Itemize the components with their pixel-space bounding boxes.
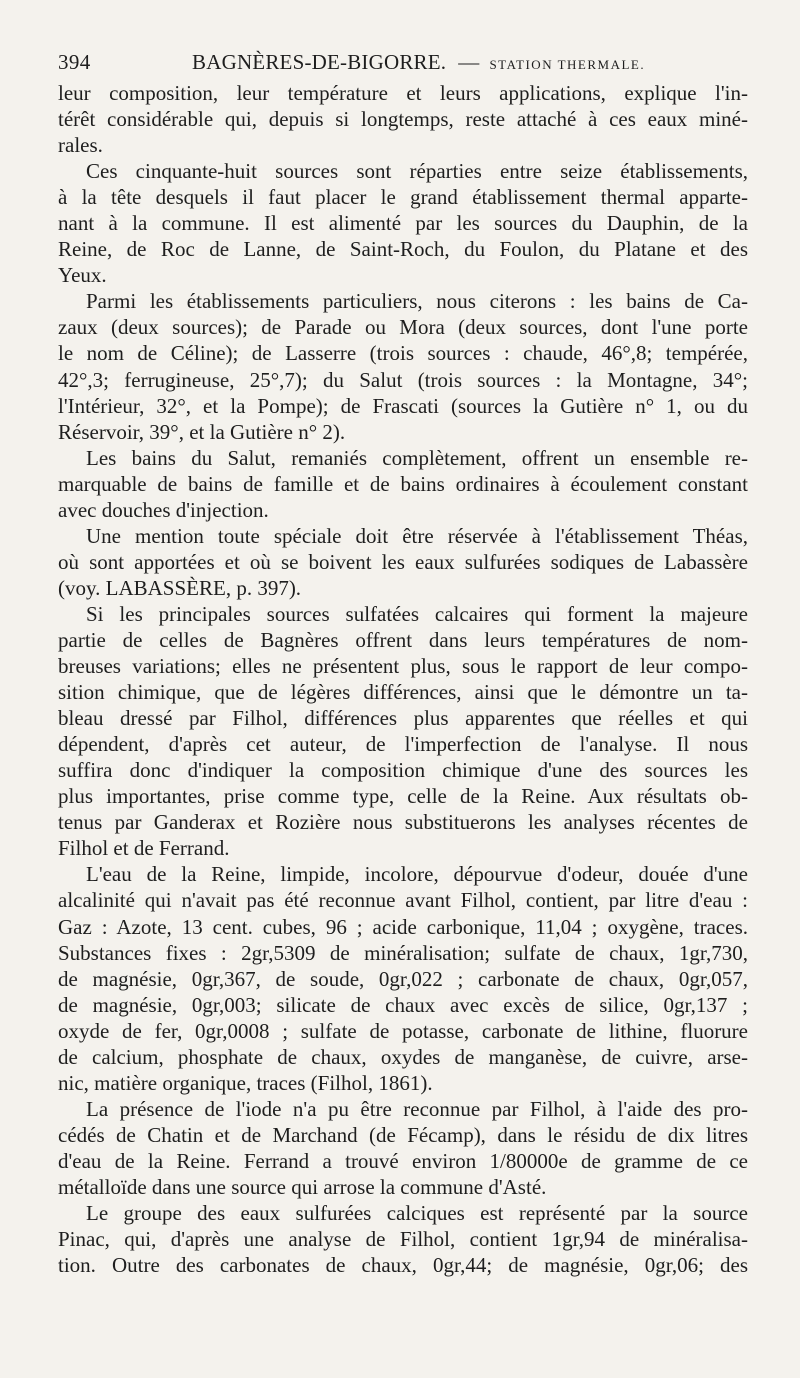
running-head-separator: — <box>458 50 480 74</box>
text-line: sition chimique, que de légères différences, ainsi que le démontre un ta- <box>58 680 748 705</box>
text-line: Yeux. <box>58 263 107 288</box>
text-line: de magnésie, 0gr,003; silicate de chaux avec excès de silice, 0gr,137 ; <box>58 992 748 1017</box>
text-line: avec douches d'injection. <box>58 497 269 522</box>
text-line: L'eau de la Reine, limpide, incolore, dépourvue d'odeur, douée d'une <box>86 862 748 887</box>
body-text <box>58 80 748 1278</box>
text-line: Parmi les établissements particuliers, nous citerons : les bains de Ca- <box>86 289 748 314</box>
text-line: térêt considérable qui, depuis si longtemps, reste attaché à ces eaux miné- <box>58 107 748 132</box>
running-head-subtitle: STATION THERMALE. <box>489 57 646 72</box>
text-line: Pinac, qui, d'après une analyse de Filhol, contient 1gr,94 de minéralisa- <box>58 1227 748 1252</box>
running-head <box>58 46 748 78</box>
text-line: plus importantes, prise comme type, celle de la Reine. Aux résultats ob- <box>58 784 748 809</box>
text-line: Gaz : Azote, 13 cent. cubes, 96 ; acide carbonique, 11,04 ; oxygène, traces. <box>58 914 748 939</box>
text-line: La présence de l'iode n'a pu être reconnue par Filhol, à l'aide des pro- <box>86 1096 748 1121</box>
text-line: Filhol et de Ferrand. <box>58 836 230 861</box>
text-line: (voy. LABASSÈRE, p. 397). <box>58 575 302 600</box>
text-line: rales. <box>58 133 103 158</box>
text-line: marquable de bains de famille et de bains ordinaires à écoulement constant <box>58 471 748 496</box>
text-line: leur composition, leur température et leurs applications, explique l'in- <box>58 81 748 105</box>
text-line: zaux (deux sources); de Parade ou Mora (deux sources, dont l'une porte <box>58 315 748 340</box>
text-line: à la tête desquels il faut placer le grand établissement thermal apparte- <box>58 185 748 210</box>
text-line: oxyde de fer, 0gr,0008 ; sulfate de potasse, carbonate de lithine, fluorure <box>58 1018 748 1043</box>
text-line: métalloïde dans une source qui arrose la commune d'Asté. <box>58 1174 547 1199</box>
text-line: tenus par Ganderax et Rozière nous substituerons les analyses récentes de <box>58 810 748 835</box>
page-number: 394 <box>58 50 91 74</box>
text-line: 42°,3; ferrugineuse, 25°,7); du Salut (trois sources : la Montagne, 34°; <box>58 367 748 392</box>
text-line: de calcium, phosphate de chaux, oxydes de manganèse, de cuivre, arse- <box>58 1044 748 1069</box>
text-line: nic, matière organique, traces (Filhol, 1861). <box>58 1070 433 1095</box>
text-line: Une mention toute spéciale doit être réservée à l'établissement Théas, <box>86 523 748 548</box>
text-line: cédés de Chatin et de Marchand (de Fécamp), dans le résidu de dix litres <box>58 1122 748 1147</box>
text-line: nant à la commune. Il est alimenté par les sources du Dauphin, de la <box>58 211 748 236</box>
text-line: l'Intérieur, 32°, et la Pompe); de Frascati (sources la Gutière n° 1, ou du <box>58 393 748 418</box>
text-line: Si les principales sources sulfatées calcaires qui forment la majeure <box>86 601 748 626</box>
text-line: dépendent, d'après cet auteur, de l'imperfection de l'analyse. Il nous <box>58 732 748 757</box>
text-line: Ces cinquante-huit sources sont réparties entre seize établissements, <box>86 159 748 184</box>
text-line: Reine, de Roc de Lanne, de Saint-Roch, du Foulon, du Platane et des <box>58 237 748 262</box>
text-line: Réservoir, 39°, et la Gutière n° 2). <box>58 419 346 444</box>
running-head-title: BAGNÈRES-DE-BIGORRE. <box>192 50 447 74</box>
text-line: alcalinité qui n'avait pas été reconnue avant Filhol, contient, par litre d'eau : <box>58 888 748 913</box>
text-line: d'eau de la Reine. Ferrand a trouvé environ 1/80000e de gramme de ce <box>58 1148 748 1173</box>
text-line: Le groupe des eaux sulfurées calciques est représenté par la source <box>86 1201 748 1226</box>
text-line: de magnésie, 0gr,367, de soude, 0gr,022 ; carbonate de chaux, 0gr,057, <box>58 966 748 991</box>
text-line: tion. Outre des carbonates de chaux, 0gr,44; de magnésie, 0gr,06; des <box>58 1253 748 1278</box>
text-line: breuses variations; elles ne présentent plus, sous le rapport de leur compo- <box>58 654 748 679</box>
running-head-text <box>192 50 645 75</box>
text-line: suffira donc d'indiquer la composition chimique d'une des sources les <box>58 758 748 783</box>
text-line: Substances fixes : 2gr,5309 de minéralisation; sulfate de chaux, 1gr,730, <box>58 940 748 965</box>
text-line: où sont apportées et où se boivent les eaux sulfurées sodiques de Labassère <box>58 549 748 574</box>
text-line: partie de celles de Bagnères offrent dans leurs températures de nom- <box>58 627 748 652</box>
text-line: Les bains du Salut, remaniés complètement, offrent un ensemble re- <box>86 445 748 470</box>
text-line: bleau dressé par Filhol, différences plus apparentes que réelles et qui <box>58 706 748 731</box>
text-line: le nom de Céline); de Lasserre (trois sources : chaude, 46°,8; tempérée, <box>58 341 748 366</box>
